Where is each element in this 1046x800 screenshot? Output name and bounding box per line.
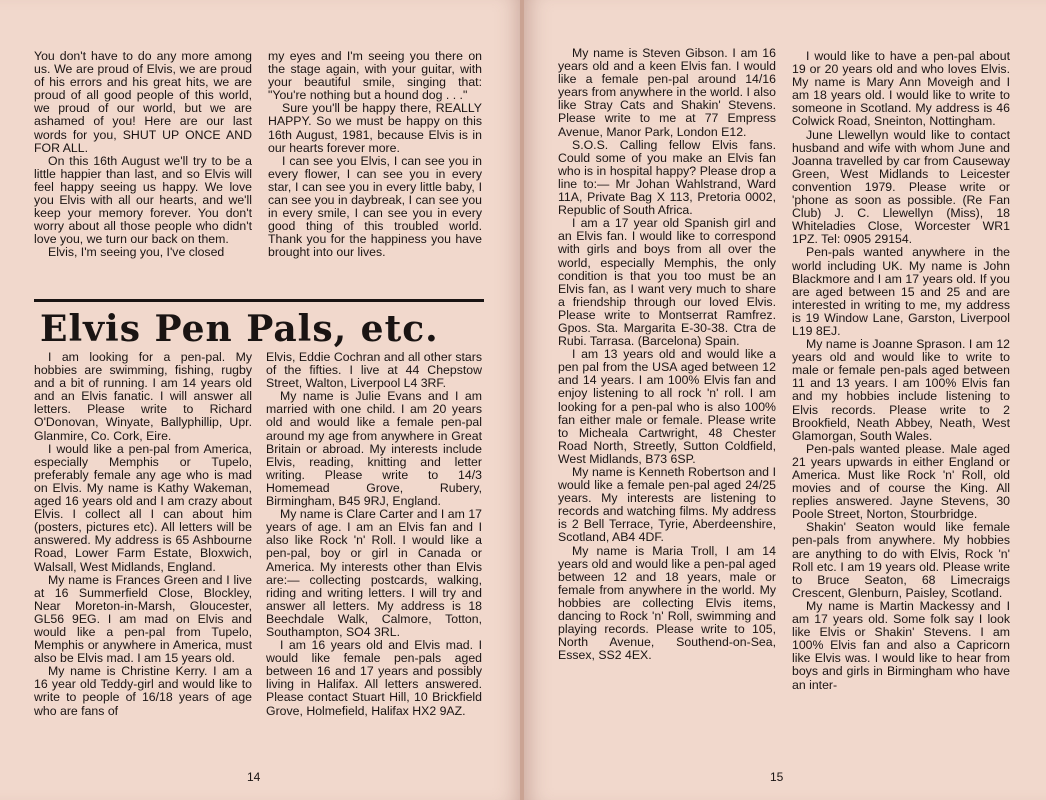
pen-pal-entry: My name is Christine Kerry. I am a 16 year old Teddy-girl and would like to write to people of 16/18 years of age who are fans of <box>34 664 252 718</box>
pen-pal-entry: My name is Martin Mackessy and I am 17 years old. Some folk say I look like Elvis or Shakin' Stevens. I am 100% Elvis fan and also a Capricorn like Elvis was. I would like to hear from boys and girls in Birmingham who have an inter- <box>792 598 1010 692</box>
left-top-column-1 <box>34 50 252 260</box>
pen-pal-entry: I am looking for a pen-pal. My hobbies are swimming, fishing, rugby and a bit of running. I am 14 years old and an Elvis fanatic. I will answer all letters. Please write to Richard O'Donovan, Winyate, Ballyphillip, Upr. Glanmire, Co. Cork, Eire. <box>34 350 252 443</box>
section-divider-rule <box>34 299 484 302</box>
pen-pal-entry: Pen-pals wanted please. Male aged 21 years upwards in either England or America. Must like Rock 'n' Roll, old movies and of course the King. All replies answered. Jayne Stevens, 30 Poole Street, Norton, Stourbridge. <box>792 441 1010 522</box>
right-column-1 <box>558 47 776 662</box>
pen-pal-entry: My name is Julie Evans and I am married with one child. I am 20 years old and would like a female pen-pal around my age from anywhere in Great Britain or abroad. My interests include Elvis, reading, knitting and letter writing. Please write to 14/3 Homemead Grove, Rubery, Birmingham, B45 9RJ, England. <box>266 389 482 509</box>
paragraph: You don't have to do any more among us. We are proud of Elvis, we are proud of his errors and his great hits, we are proud of all good people of this world, we proud of our world, but we are ashamed of you! Here are our last words for you, SHUT UP ONCE AND FOR ALL. <box>34 49 252 155</box>
pen-pal-entry: My name is Frances Green and I live at 16 Summerfield Close, Blockley, Near Moreton-in-Marsh, Gloucester, GL56 9EG. I am mad on Elvis and would like a pen-pal from Tupelo, Memphis or anywhere in America, must also be Elvis mad. I am 15 years old. <box>34 572 252 666</box>
page-number-left: 14 <box>247 770 261 784</box>
pen-pal-entry: Pen-pals wanted anywhere in the world including UK. My name is John Blackmore and I am 17 years old. If you are aged between 15 and 25 and are interested in writing to me, my address is 19 Window Lane, Garston, Liverpool L19 8EJ. <box>792 245 1010 338</box>
page-number-right: 15 <box>770 770 784 784</box>
pen-pal-entry: June Llewellyn would like to contact husband and wife with whom June and Joanna travelled by car from Causeway Green, West Midlands to Leicester convention 1979. Please write or 'phone as soon as possible. (Re Fan Club) J. C. Llewellyn (Miss), 18 Whiteladies Close, Worcester WR1 1PZ. Tel: 0905 29154. <box>792 127 1010 247</box>
pen-pal-entry: Shakin' Seaton would like female pen-pals from anywhere. My hobbies are anything to do with Elvis, Rock 'n' Roll etc. I am 19 years old. Please write to Bruce Seaton, 68 Limecraigs Crescent, Glenburn, Paisley, Scotland. <box>792 520 1010 600</box>
left-bottom-column-1 <box>34 351 252 718</box>
paragraph: I can see you Elvis, I can see you in every flower, I can see you in every star, I can see you in every little baby, I can see you in daybreak, I can see you in every smile, I can see you in every good thing of this troubled world. Thank you for the happiness you have brought into our lives. <box>268 153 482 260</box>
pen-pal-entry: I am 16 years old and Elvis mad. I would like female pen-pals aged between 16 and 17 years and possibly living in Halifax. All letters answered. Please contact Stuart Hill, 10 Brickfield Grove, Holmefield, Halifax HX2 9AZ. <box>266 638 482 718</box>
paragraph: Sure you'll be happy there, REALLY HAPPY. So we must be happy on this 16th August, 1981, because Elvis is in our hearts forever more. <box>268 101 482 155</box>
left-bottom-column-2 <box>266 351 482 718</box>
pen-pal-entry: My name is Steven Gibson. I am 16 years old and a keen Elvis fan. I would like a female pen-pal around 14/16 years from anywhere in the world. I also like Stray Cats and Shakin' Stevens. Please write to me at 77 Empress Avenue, Manor Park, London E12. <box>558 46 776 139</box>
pen-pal-entry: My name is Clare Carter and I am 17 years of age. I am an Elvis fan and I also like Rock 'n' Roll. I would like a pen-pal, boy or girl in Canada or America. My interests other than Elvis are:— collecting postcards, walking, riding and writing letters. I will try and answer all letters. My address is 18 Beechdale Walk, Calmore, Totton, Southampton, SO4 3RL. <box>266 507 482 639</box>
pen-pal-entry: My name is Maria Troll, I am 14 years old and would like a pen-pal aged between 12 and 18 years, male or female from anywhere in the world. My hobbies are collecting Elvis items, dancing to Rock 'n' Roll, swimming and playing records. Please write to 105, North Avenue, Southend-on-Sea, Essex, SS2 4EX. <box>558 543 776 663</box>
page-left <box>0 0 522 800</box>
pen-pal-entry: I would like to have a pen-pal about 19 or 20 years old and who loves Elvis. My name is Mary Ann Moveigh and I am 18 years old. I would like to write to someone in Scotland. My address is 46 Colwick Road, Sneinton, Nottingham. <box>792 49 1010 129</box>
page-right <box>524 0 1046 800</box>
pen-pal-entry: I am a 17 year old Spanish girl and an Elvis fan. I would like to correspond with girls and boys from all over the world, especially Memphis, the only condition is that you too must be an Elvis fan, as I want very much to share a friendship through our loved Elvis. Please write to Montserrat Ramfrez. Gpos. Sta. Margarita E-30-38. Ctra de Rubi. Tarrasa. (Barcelona) Spain. <box>558 216 776 349</box>
right-column-2 <box>792 50 1010 692</box>
pen-pal-entry: My name is Joanne Sprason. I am 12 years old and would like to write to male or female pen-pals aged between 11 and 13 years. I am 100% Elvis fan and my hobbies include listening to Elvis records. Please write to 2 Brookfield, Neath Abbey, Neath, West Glamorgan, South Wales. <box>792 337 1010 443</box>
pen-pal-entry: My name is Kenneth Robertson and I would like a female pen-pal aged 24/25 years. My interests are listening to records and watching films. My address is 2 Bell Terrace, Tyrie, Aberdeenshire, Scotland, AB4 4DF. <box>558 465 776 545</box>
paragraph: my eyes and I'm seeing you there on the stage again, with your guitar, with your beautiful smile, singing that: "You're nothing but a hound dog . . ." <box>268 49 482 103</box>
pen-pal-entry: S.O.S. Calling fellow Elvis fans. Could some of you make an Elvis fan who is in hospital happy? Please drop a line to:— Mr Johan Wahlstrand, Ward 11A, Private Bag X 113, Pretoria 0002, Republic of South Africa. <box>558 137 776 218</box>
pen-pal-entry: I am 13 years old and would like a pen pal from the USA aged between 12 and 14 years. I am 100% Elvis fan and enjoy listening to all rock 'n' roll. I am looking for a pen-pal who is also 100% fan either male or female. Please write to Micheala Cartwright, 48 Chester Road North, Streetly, Sutton Coldfield, West Midlands, B73 6SP. <box>558 347 776 466</box>
section-headline: Elvis Pen Pals, etc. <box>40 308 439 350</box>
pen-pal-entry: Elvis, Eddie Cochran and all other stars of the fifties. I live at 44 Chepstow Street, Walton, Liverpool L4 3RF. <box>266 350 482 391</box>
paragraph: On this 16th August we'll try to be a little happier than last, and so Elvis will feel happy seeing us happy. We love you Elvis with all our hearts, and we'll keep your memory forever. You don't worry about all those people who didn't love you, we turn our back on them. <box>34 153 252 247</box>
paragraph: Elvis, I'm seeing you, I've closed <box>48 245 225 260</box>
left-top-column-2 <box>268 50 482 260</box>
pen-pal-entry: I would like a pen-pal from America, especially Memphis or Tupelo, preferably female any age who is mad on Elvis. My name is Kathy Wakeman, aged 16 years old and I am crazy about Elvis. I collect all I can about him (posters, pictures etc). All letters will be answered. My address is 65 Ashbourne Road, Lower Farm Estate, Bloxwich, Walsall, West Midlands, England. <box>34 441 252 574</box>
